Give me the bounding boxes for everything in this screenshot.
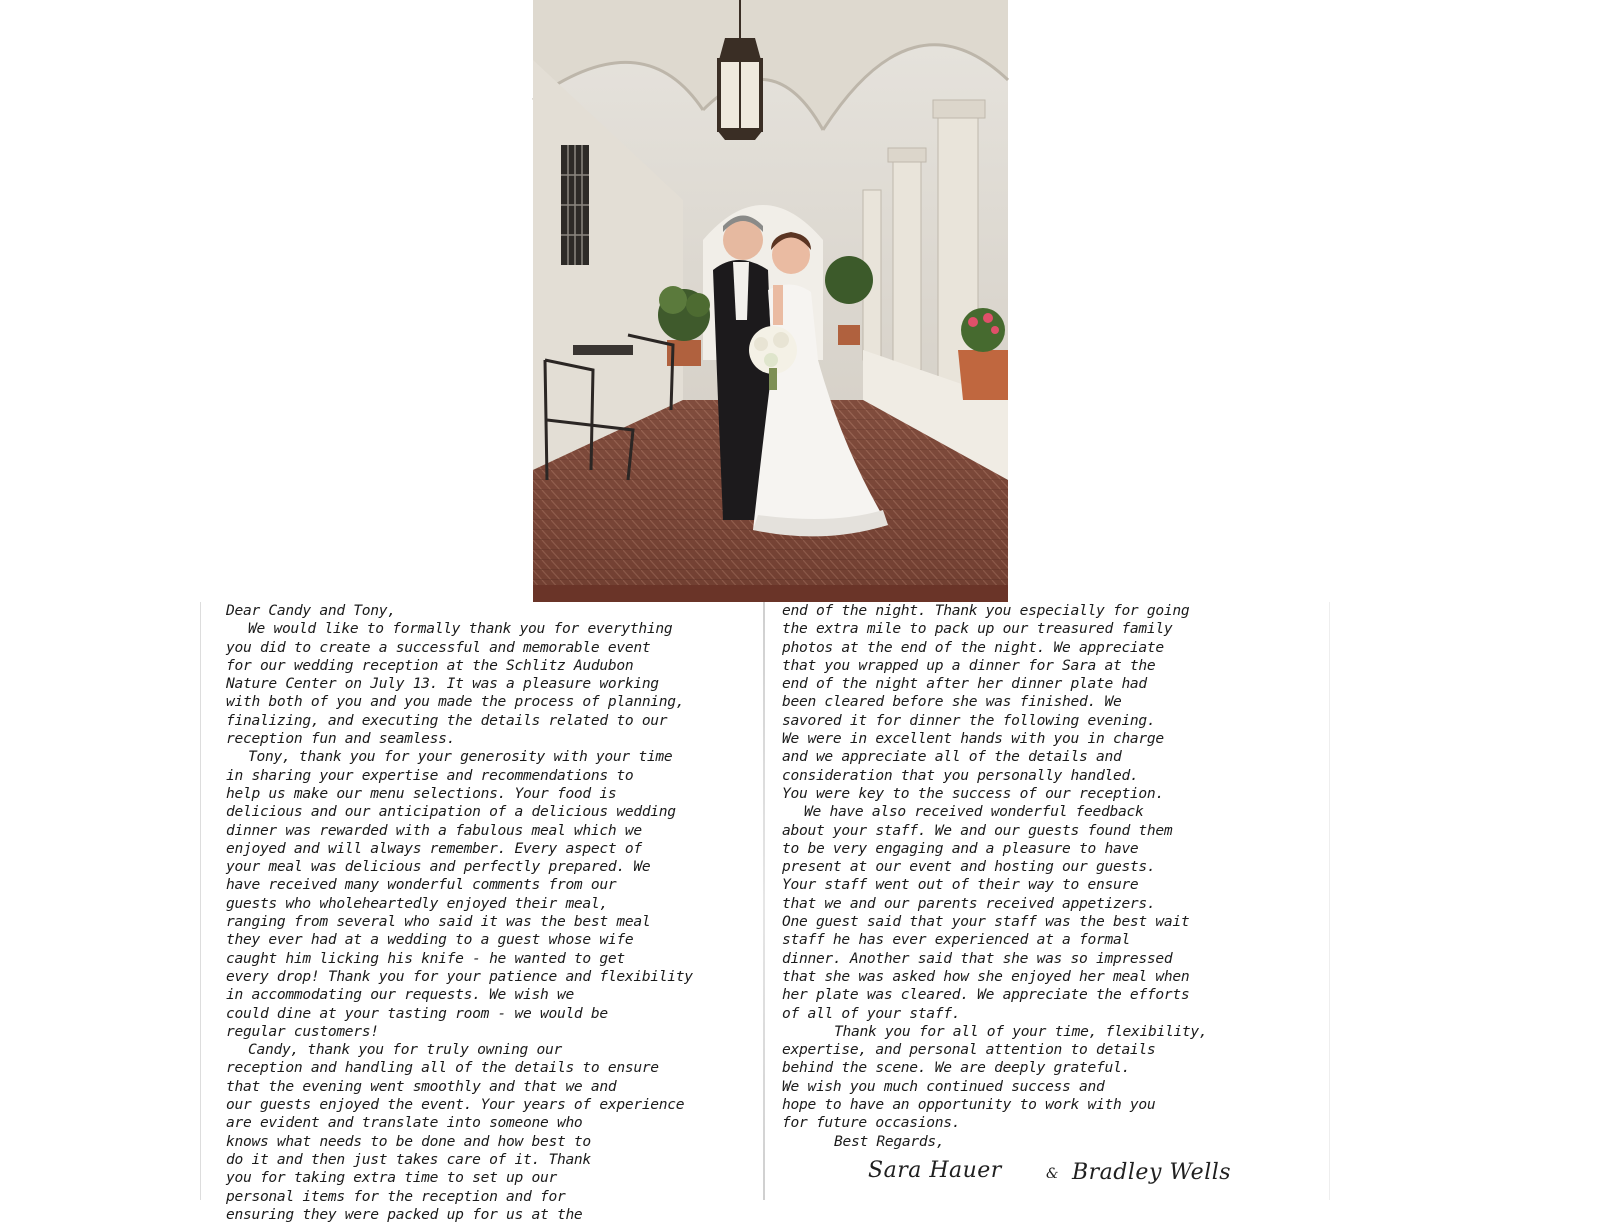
letter-line: You were key to the success of our reception. xyxy=(782,784,1164,802)
letter-right-column xyxy=(782,602,1322,1151)
letter-line: been cleared before she was finished. We xyxy=(782,693,1122,711)
handwritten-letter xyxy=(200,602,1330,1223)
letter-line: staff he has ever experienced at a formal xyxy=(782,931,1130,949)
letter-line: you did to create a successful and memorable event xyxy=(226,638,651,656)
letter-line: dinner was rewarded with a fabulous meal which we xyxy=(226,821,642,839)
letter-line: ensuring they were packed up for us at the xyxy=(226,1205,583,1223)
letter-line: help us make our menu selections. Your food is xyxy=(226,784,617,802)
letter-line: Nature Center on July 13. It was a pleasure working xyxy=(226,675,659,693)
letter-line: guests who wholeheartedly enjoyed their meal, xyxy=(226,894,608,912)
letter-left-column xyxy=(226,602,756,1224)
letter-line: that you wrapped up a dinner for Sara at the xyxy=(782,656,1156,674)
letter-line: in accommodating our requests. We wish we xyxy=(226,986,574,1004)
letter-line: with both of you and you made the process of planning, xyxy=(226,693,685,711)
letter-line: expertise, and personal attention to details xyxy=(782,1041,1156,1059)
letter-line: savored it for dinner the following evening. xyxy=(782,711,1156,729)
letter-line: are evident and translate into someone who xyxy=(226,1114,583,1132)
letter-line: every drop! Thank you for your patience and flexibility xyxy=(226,967,693,985)
signature-block xyxy=(868,1158,1308,1198)
signature-name-1: Sara Hauer xyxy=(868,1158,1002,1183)
letter-line: end of the night after her dinner plate had xyxy=(782,675,1147,693)
letter-line: We were in excellent hands with you in charge xyxy=(782,730,1164,748)
letter-line: in sharing your expertise and recommendations to xyxy=(226,766,634,784)
wedding-photo xyxy=(533,0,1008,602)
letter-line: they ever had at a wedding to a guest whose wife xyxy=(226,931,634,949)
letter-line: ranging from several who said it was the best meal xyxy=(226,913,651,931)
letter-line: knows what needs to be done and how best to xyxy=(226,1132,591,1150)
letter-line: that we and our parents received appetizers. xyxy=(782,894,1156,912)
letter-line: and we appreciate all of the details and xyxy=(782,748,1122,766)
letter-line: We would like to formally thank you for everything xyxy=(248,620,673,638)
wedding-photo-illustration xyxy=(533,0,1008,602)
letter-line: We have also received wonderful feedback xyxy=(804,803,1144,821)
letter-line: the extra mile to pack up our treasured family xyxy=(782,620,1173,638)
letter-line: regular customers! xyxy=(226,1022,379,1040)
letter-line: your meal was delicious and perfectly prepared. We xyxy=(226,858,651,876)
letter-line: you for taking extra time to set up our xyxy=(226,1169,557,1187)
letter-line: about your staff. We and our guests found them xyxy=(782,821,1173,839)
letter-line: We wish you much continued success and xyxy=(782,1077,1105,1095)
letter-line: Dear Candy and Tony, xyxy=(226,602,396,619)
signature-name-2: Bradley Wells xyxy=(1072,1160,1232,1185)
letter-line: reception fun and seamless. xyxy=(226,730,456,748)
letter-line: do it and then just takes care of it. Thank xyxy=(226,1150,591,1168)
letter-line: to be very engaging and a pleasure to have xyxy=(782,839,1139,857)
letter-line: enjoyed and will always remember. Every aspect of xyxy=(226,839,642,857)
letter-line: finalizing, and executing the details related to our xyxy=(226,711,668,729)
letter-line: Your staff went out of their way to ensure xyxy=(782,876,1139,894)
letter-line: Candy, thank you for truly owning our xyxy=(248,1041,562,1059)
letter-line: consideration that you personally handled. xyxy=(782,766,1139,784)
letter-line: have received many wonderful comments from our xyxy=(226,876,617,894)
letter-line: her plate was cleared. We appreciate the efforts xyxy=(782,986,1190,1004)
letter-line: our guests enjoyed the event. Your years of experience xyxy=(226,1096,685,1114)
card-fold-divider xyxy=(763,602,765,1200)
letter-line: behind the scene. We are deeply grateful. xyxy=(782,1059,1130,1077)
letter-line: caught him licking his knife - he wanted to get xyxy=(226,949,625,967)
letter-line: dinner. Another said that she was so impressed xyxy=(782,949,1173,967)
signature-ampersand: & xyxy=(1046,1166,1059,1182)
letter-line: for our wedding reception at the Schlitz Audubon xyxy=(226,656,634,674)
letter-line: photos at the end of the night. We appreciate xyxy=(782,638,1164,656)
letter-line: Thank you for all of your time, flexibility, xyxy=(834,1022,1208,1040)
letter-line: Best Regards, xyxy=(834,1132,945,1150)
letter-line: hope to have an opportunity to work with you xyxy=(782,1096,1156,1114)
letter-line: reception and handling all of the details to ensure xyxy=(226,1059,659,1077)
letter-line: that she was asked how she enjoyed her meal when xyxy=(782,967,1190,985)
letter-line: One guest said that your staff was the best wait xyxy=(782,913,1190,931)
letter-line: end of the night. Thank you especially for going xyxy=(782,602,1190,619)
letter-line: that the evening went smoothly and that we and xyxy=(226,1077,617,1095)
letter-line: Tony, thank you for your generosity with your time xyxy=(248,748,673,766)
letter-line: could dine at your tasting room - we would be xyxy=(226,1004,608,1022)
letter-line: delicious and our anticipation of a delicious wedding xyxy=(226,803,676,821)
letter-line: for future occasions. xyxy=(782,1114,961,1132)
letter-line: present at our event and hosting our guests. xyxy=(782,858,1156,876)
letter-line: of all of your staff. xyxy=(782,1004,961,1022)
letter-line: personal items for the reception and for xyxy=(226,1187,566,1205)
